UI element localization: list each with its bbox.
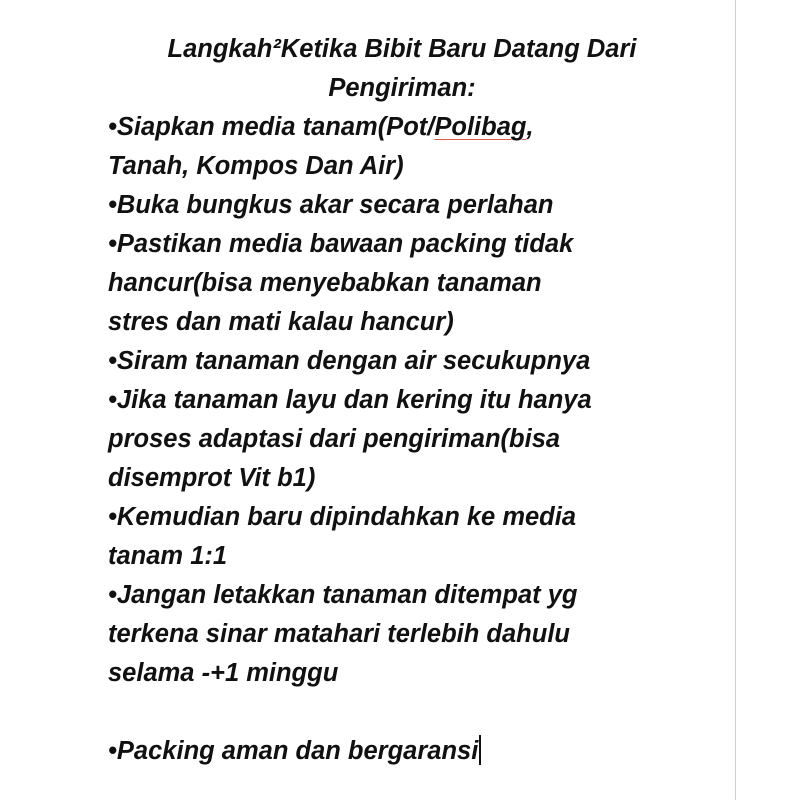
text-line-1-end: , — [526, 113, 534, 141]
title-line-2: Pengiriman: — [328, 74, 476, 102]
text-line-7: •Siram tanaman dengan air secukupnya — [108, 347, 591, 375]
text-line-15: selama -+1 minggu — [108, 659, 339, 687]
text-line-5: hancur(bisa menyebabkan tanaman — [108, 269, 542, 297]
document-text-area[interactable] — [108, 30, 708, 771]
text-line-8: •Jika tanaman layu dan kering itu hanya — [108, 386, 592, 414]
text-line-2: Tanah, Kompos Dan Air) — [108, 152, 404, 180]
text-line-13: •Jangan letakkan tanaman ditempat yg — [108, 581, 578, 609]
text-line-1 — [108, 108, 708, 147]
text-line-12: tanam 1:1 — [108, 542, 228, 570]
text-line-11: •Kemudian baru dipindahkan ke media — [108, 503, 577, 531]
text-line-3: •Buka bungkus akar secara perlahan — [108, 191, 554, 219]
text-line-14: terkena sinar matahari terlebih dahulu — [108, 620, 570, 648]
text-line-6: stres dan mati kalau hancur) — [108, 308, 454, 336]
final-line-text: •Packing aman dan bergaransi — [108, 737, 479, 765]
spellcheck-underlined-word[interactable]: Polibag — [434, 113, 527, 141]
title-line-1: Langkah²Ketika Bibit Baru Datang Dari — [167, 35, 637, 63]
final-line — [108, 732, 708, 771]
text-line-9: proses adaptasi dari pengiriman(bisa — [108, 425, 561, 453]
page-gutter — [736, 0, 800, 800]
text-cursor — [479, 735, 481, 765]
text-line-4: •Pastikan media bawaan packing tidak — [108, 230, 574, 258]
text-line-10: disemprot Vit b1) — [108, 464, 316, 492]
blank-line — [108, 693, 708, 732]
text-line-1-start: •Siapkan media tanam(Pot/ — [108, 113, 435, 141]
